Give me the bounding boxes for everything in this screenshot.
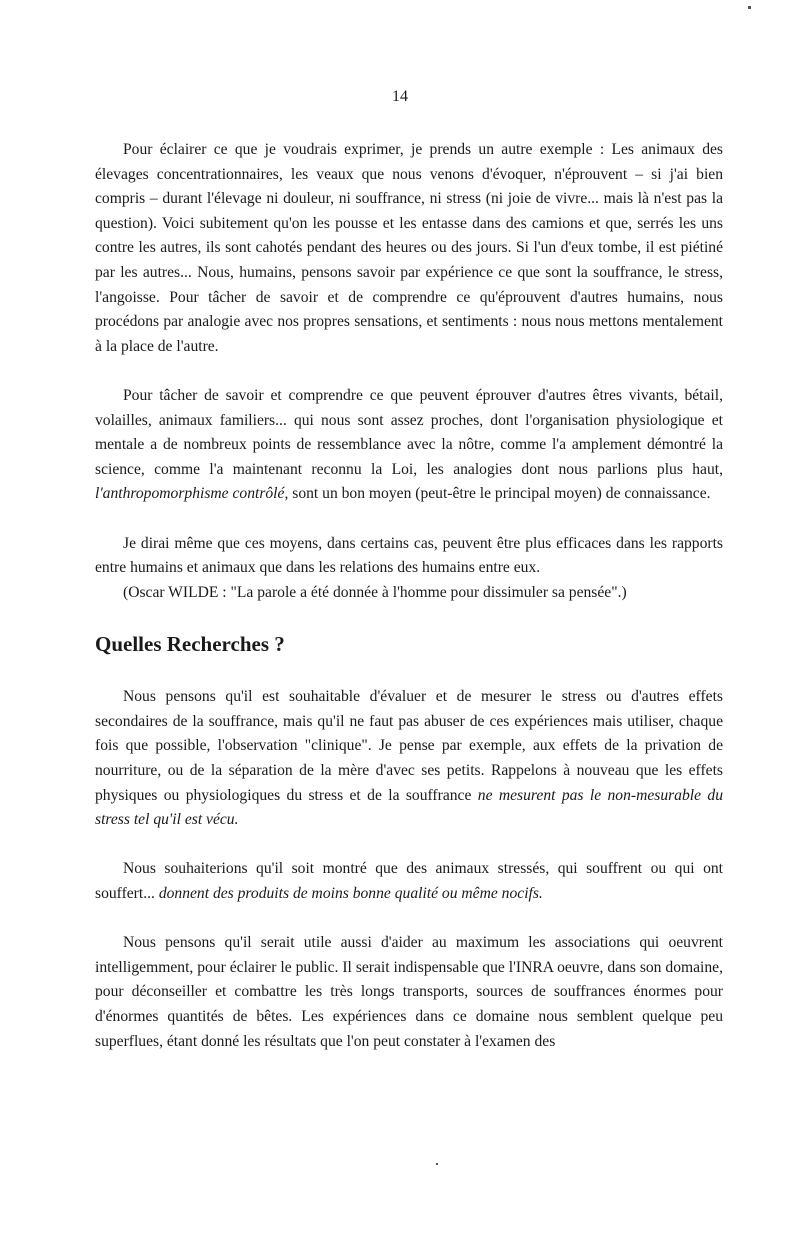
section-heading: Quelles Recherches ? (95, 632, 285, 657)
paragraph-4-text-start: Nous pensons qu'il est souhaitable d'évaluer et de mesurer le stress ou d'autres effets secondaires de la souffrance, mais qu'il ne faut pas abuser de ces expériences mais utiliser, chaque fois que possible, l'observation "clinique". Je pense par exemple, aux effets de la privation de nourriture, ou de la séparation de la mère d'avec ses petits. Rappelons à nouveau que les effets physiques ou physiologiques du stress et de la souffrance (95, 688, 723, 804)
paragraph-4-emphasis: ne mesurent pas le non-mesurable du stress tel qu'il est vécu. (95, 786, 723, 829)
scan-speck (436, 1163, 438, 1165)
scan-speck (748, 6, 751, 9)
paragraph-5-text-start: Nous souhaiterions qu'il soit montré que des animaux stressés, qui souffrent ou qui ont souffert... (95, 860, 723, 903)
paragraph-6: Nous pensons qu'il serait utile aussi d'aider au maximum les associations qui oeuvrent intelligemment, pour éclairer le public. Il serait indispensable que l'INRA oeuvre, dans son domaine, pour déconseiller et combattre les très longs transports, sources de souffrances énormes pour d'énormes quantités de bêtes. Les expériences dans ce domaine nous semblent quelque peu superflues, étant donné les résultats que l'on peut constater à l'examen des (95, 934, 723, 1050)
paragraph-2 (95, 384, 723, 507)
paragraph-2-text-end: , sont un bon moyen (peut-être le principal moyen) de connaissance. (284, 485, 711, 503)
page-number: 14 (392, 88, 408, 105)
paragraph-2-text-start: Pour tâcher de savoir et comprendre ce que peuvent éprouver d'autres êtres vivants, bétail, volailles, animaux familiers... qui nous sont assez proches, dont l'organisation physiologique et mentale a de nombreux points de ressemblance avec la nôtre, comme l'a amplement démontré la science, comme l'a maintenant reconnu la Loi, les analogies dont nous parlions plus haut, (95, 386, 723, 478)
paragraph-5-emphasis: donnent des produits de moins bonne qualité ou même nocifs. (158, 885, 543, 903)
paragraph-3: Je dirai même que ces moyens, dans certains cas, peuvent être plus efficaces dans les rapports entre humains et animaux que dans les relations des humains entre eux. (95, 534, 723, 577)
paragraph-2-emphasis: l'anthropomorphisme contrôlé (95, 485, 285, 503)
page-body (95, 138, 723, 1079)
paragraph-4 (95, 685, 723, 833)
paragraph-1: Pour éclairer ce que je voudrais exprimer, je prends un autre exemple : Les animaux des élevages concentrationnaires, les veaux que nous venons d'évoquer, n'éprouvent – si j'ai bien compris – durant l'élevage ni douleur, ni souffrance, ni stress (ni joie de vivre... mais là n'est pas la question). Voici subitement qu'on les pousse et les entasse dans des camions et que, serrés les uns contre les autres, ils sont cahotés pendant des heures ou des jours. Si l'un d'eux tombe, il est piétiné par les autres... Nous, humains, pensons savoir par expérience ce que sont la souffrance, le stress, l'angoisse. Pour tâcher de savoir et de comprendre ce qu'éprouvent d'autres humains, nous procédons par analogie avec nos propres sensations, et sentiments : nous nous mettons mentalement à la place de l'autre. (95, 141, 723, 355)
wilde-quote: (Oscar WILDE : "La parole a été donnée à l'homme pour dissimuler sa pensée".) (123, 583, 627, 601)
paragraph-5 (95, 857, 723, 906)
